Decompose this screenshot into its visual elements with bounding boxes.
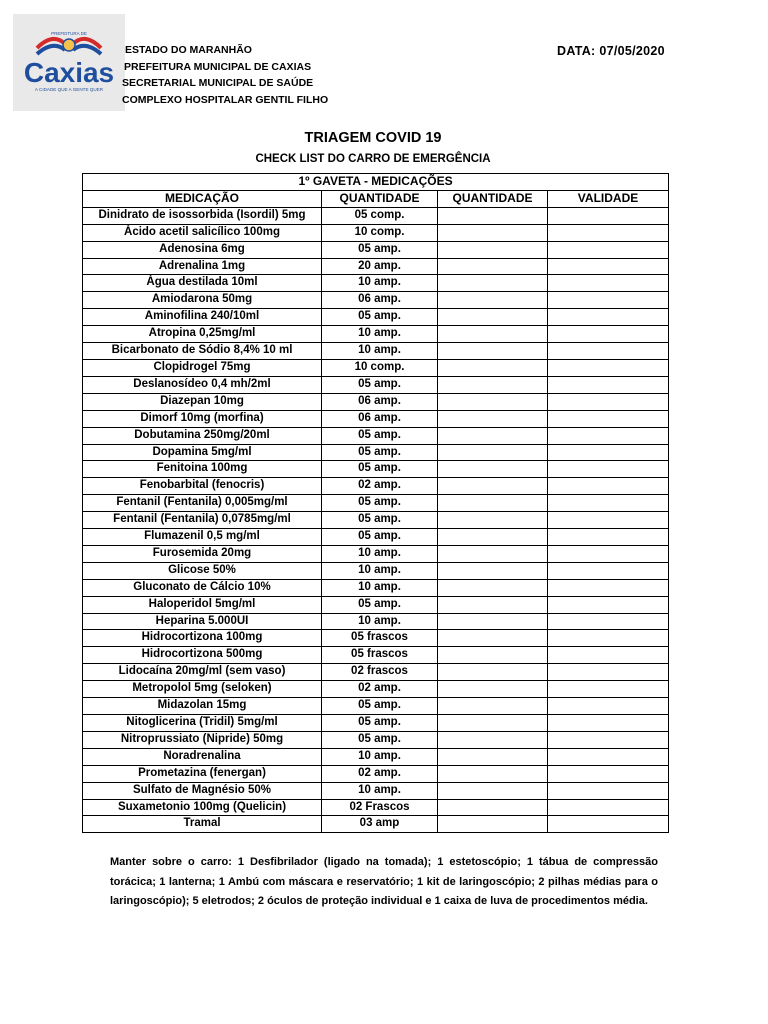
cell-quantity: 05 amp. <box>322 715 438 732</box>
cell-quantity: 05 amp. <box>322 461 438 478</box>
cell-medication: Nitoglicerina (Tridil) 5mg/ml <box>83 715 322 732</box>
cell-quantity: 10 amp. <box>322 326 438 343</box>
cell-quantity-2[interactable] <box>438 376 548 393</box>
cell-quantity: 02 amp. <box>322 681 438 698</box>
table-row <box>83 715 669 732</box>
cell-validity[interactable] <box>548 748 669 765</box>
cell-quantity-2[interactable] <box>438 427 548 444</box>
medication-table-body <box>83 207 669 833</box>
cell-medication: Heparina 5.000UI <box>83 613 322 630</box>
cell-medication: Fentanil (Fentanila) 0,005mg/ml <box>83 495 322 512</box>
cell-medication: Hidrocortizona 100mg <box>83 630 322 647</box>
cell-quantity-2[interactable] <box>438 782 548 799</box>
cell-quantity: 10 comp. <box>322 224 438 241</box>
cell-quantity: 10 amp. <box>322 613 438 630</box>
cell-quantity: 02 Frascos <box>322 799 438 816</box>
cell-quantity: 02 amp. <box>322 765 438 782</box>
table-row <box>83 393 669 410</box>
cell-quantity-2[interactable] <box>438 545 548 562</box>
table-row <box>83 596 669 613</box>
table-row <box>83 427 669 444</box>
cell-validity[interactable] <box>548 816 669 833</box>
cell-quantity-2[interactable] <box>438 224 548 241</box>
table-section-header: 1º GAVETA - MEDICAÇÕES <box>83 174 669 191</box>
cell-medication: Lidocaína 20mg/ml (sem vaso) <box>83 664 322 681</box>
table-row <box>83 630 669 647</box>
cell-quantity-2[interactable] <box>438 393 548 410</box>
cell-quantity-2[interactable] <box>438 275 548 292</box>
table-row <box>83 292 669 309</box>
cell-validity[interactable] <box>548 782 669 799</box>
table-row <box>83 309 669 326</box>
cell-quantity-2[interactable] <box>438 258 548 275</box>
table-row <box>83 664 669 681</box>
cell-medication: Dimorf 10mg (morfina) <box>83 410 322 427</box>
cell-quantity-2[interactable] <box>438 630 548 647</box>
cell-medication: Sulfato de Magnésio 50% <box>83 782 322 799</box>
column-header-medication: MEDICAÇÃO <box>83 190 322 207</box>
cell-quantity: 05 frascos <box>322 630 438 647</box>
cell-quantity: 05 amp. <box>322 444 438 461</box>
header-institution <box>122 42 328 108</box>
cell-quantity-2[interactable] <box>438 698 548 715</box>
table-row <box>83 343 669 360</box>
page-title: TRIAGEM COVID 19 <box>304 130 442 146</box>
cell-quantity-2[interactable] <box>438 647 548 664</box>
cell-quantity: 05 amp. <box>322 698 438 715</box>
table-row <box>83 613 669 630</box>
cell-quantity: 06 amp. <box>322 393 438 410</box>
cell-medication: Haloperidol 5mg/ml <box>83 596 322 613</box>
table-row <box>83 748 669 765</box>
cell-quantity: 10 amp. <box>322 748 438 765</box>
table-row <box>83 647 669 664</box>
cell-validity[interactable] <box>548 461 669 478</box>
cell-medication: Atropina 0,25mg/ml <box>83 326 322 343</box>
cell-quantity: 10 amp. <box>322 579 438 596</box>
cell-quantity: 06 amp. <box>322 292 438 309</box>
cell-quantity-2[interactable] <box>438 529 548 546</box>
table-row <box>83 579 669 596</box>
cell-medication: Adenosina 6mg <box>83 241 322 258</box>
table-row <box>83 529 669 546</box>
table-row <box>83 512 669 529</box>
cell-medication: Fenobarbital (fenocris) <box>83 478 322 495</box>
cell-quantity-2[interactable] <box>438 410 548 427</box>
cell-validity[interactable] <box>548 393 669 410</box>
cell-quantity: 10 amp. <box>322 343 438 360</box>
table-row <box>83 799 669 816</box>
cell-medication: Clopidrogel 75mg <box>83 359 322 376</box>
table-row <box>83 444 669 461</box>
medication-table <box>82 173 669 833</box>
cell-quantity-2[interactable] <box>438 715 548 732</box>
cell-quantity-2[interactable] <box>438 596 548 613</box>
header-line-hospital: COMPLEXO HOSPITALAR GENTIL FILHO <box>122 93 329 106</box>
table-row <box>83 782 669 799</box>
cell-quantity: 05 amp. <box>322 241 438 258</box>
cell-quantity-2[interactable] <box>438 748 548 765</box>
cell-validity[interactable] <box>548 410 669 427</box>
header-line-state: ESTADO DO MARANHÃO <box>125 44 252 56</box>
cell-validity[interactable] <box>548 241 669 258</box>
cell-validity[interactable] <box>548 681 669 698</box>
cell-quantity-2[interactable] <box>438 444 548 461</box>
cell-validity[interactable] <box>548 292 669 309</box>
cell-quantity: 10 amp. <box>322 275 438 292</box>
table-row <box>83 765 669 782</box>
cell-quantity: 05 amp. <box>322 731 438 748</box>
table-row <box>83 275 669 292</box>
page-subtitle: CHECK LIST DO CARRO DE EMERGÊNCIA <box>255 153 491 165</box>
cell-quantity-2[interactable] <box>438 681 548 698</box>
cell-medication: Diazepan 10mg <box>83 393 322 410</box>
cell-medication: Amiodarona 50mg <box>83 292 322 309</box>
cell-medication: Nitroprussiato (Nipride) 50mg <box>83 731 322 748</box>
cell-validity[interactable] <box>548 376 669 393</box>
cell-validity[interactable] <box>548 529 669 546</box>
date-block <box>557 44 665 58</box>
cell-medication: Glicose 50% <box>83 562 322 579</box>
column-header-quantity-2: QUANTIDADE <box>438 190 548 207</box>
cell-validity[interactable] <box>548 545 669 562</box>
cell-quantity-2[interactable] <box>438 816 548 833</box>
table-row <box>83 495 669 512</box>
cell-validity[interactable] <box>548 207 669 224</box>
cell-quantity-2[interactable] <box>438 207 548 224</box>
cell-medication: Suxametonio 100mg (Quelicin) <box>83 799 322 816</box>
cell-quantity-2[interactable] <box>438 326 548 343</box>
cell-validity[interactable] <box>548 613 669 630</box>
table-row <box>83 359 669 376</box>
table-row <box>83 731 669 748</box>
cell-quantity: 05 amp. <box>322 376 438 393</box>
table-row <box>83 461 669 478</box>
logo-slogan: A CIDADE QUE A GENTE QUER <box>34 87 104 92</box>
cell-quantity-2[interactable] <box>438 495 548 512</box>
table-row <box>83 207 669 224</box>
cell-validity[interactable] <box>548 630 669 647</box>
table-row <box>83 258 669 275</box>
cell-medication: Dinidrato de isossorbida (Isordil) 5mg <box>83 207 322 224</box>
table-row <box>83 376 669 393</box>
cell-validity[interactable] <box>548 275 669 292</box>
cell-medication: Midazolan 15mg <box>83 698 322 715</box>
cell-medication: Água destilada 10ml <box>83 275 322 292</box>
cell-validity[interactable] <box>548 647 669 664</box>
cell-medication: Bicarbonato de Sódio 8,4% 10 ml <box>83 343 322 360</box>
footer-note: Manter sobre o carro: 1 Desfibrilador (ligado na tomada); 1 estetoscópio; 1 tábua de compressão torácica; 1 lanterna; 1 Ambú com máscara e reservatório; 1 kit de laringoscópio; 2 pilhas médias para o laringoscópio); 5 eletrodos; 2 óculos de proteção individual e 1 caixa de luva de procedimentos média. <box>110 856 658 907</box>
cell-quantity: 05 amp. <box>322 309 438 326</box>
cell-quantity-2[interactable] <box>438 765 548 782</box>
cell-validity[interactable] <box>548 326 669 343</box>
date-value: 07/05/2020 <box>599 44 665 58</box>
cell-quantity: 05 comp. <box>322 207 438 224</box>
cell-medication: Noradrenalina <box>83 748 322 765</box>
cell-quantity-2[interactable] <box>438 562 548 579</box>
table-row <box>83 562 669 579</box>
cell-medication: Aminofilina 240/10ml <box>83 309 322 326</box>
column-header-validity: VALIDADE <box>548 190 669 207</box>
cell-validity[interactable] <box>548 444 669 461</box>
cell-quantity: 05 frascos <box>322 647 438 664</box>
cell-validity[interactable] <box>548 562 669 579</box>
cell-quantity-2[interactable] <box>438 241 548 258</box>
cell-quantity: 02 amp. <box>322 478 438 495</box>
table-row <box>83 410 669 427</box>
cell-quantity-2[interactable] <box>438 461 548 478</box>
cell-quantity-2[interactable] <box>438 512 548 529</box>
cell-quantity-2[interactable] <box>438 292 548 309</box>
cell-quantity: 03 amp <box>322 816 438 833</box>
cell-validity[interactable] <box>548 596 669 613</box>
header-line-prefecture: PREFEITURA MUNICIPAL DE CAXIAS <box>124 60 312 73</box>
cell-quantity-2[interactable] <box>438 359 548 376</box>
cell-medication: Dopamina 5mg/ml <box>83 444 322 461</box>
cell-medication: Fentanil (Fentanila) 0,0785mg/ml <box>83 512 322 529</box>
cell-medication: Ácido acetil salicílico 100mg <box>83 224 322 241</box>
header-line-secretary: SECRETARIAL MUNICIPAL DE SAÚDE <box>122 77 314 89</box>
cell-quantity-2[interactable] <box>438 309 548 326</box>
cell-validity[interactable] <box>548 427 669 444</box>
cell-validity[interactable] <box>548 478 669 495</box>
cell-medication: Fenitoina 100mg <box>83 461 322 478</box>
table-row <box>83 478 669 495</box>
cell-quantity-2[interactable] <box>438 799 548 816</box>
cell-quantity: 20 amp. <box>322 258 438 275</box>
table-row <box>83 698 669 715</box>
logo-top-text: PREFEITURA DE <box>51 31 87 36</box>
cell-quantity: 05 amp. <box>322 427 438 444</box>
column-header-quantity: QUANTIDADE <box>322 190 438 207</box>
cell-quantity-2[interactable] <box>438 579 548 596</box>
table-row <box>83 224 669 241</box>
cell-validity[interactable] <box>548 799 669 816</box>
cell-validity[interactable] <box>548 512 669 529</box>
cell-quantity: 10 amp. <box>322 782 438 799</box>
table-row <box>83 241 669 258</box>
caxias-logo <box>13 14 125 111</box>
cell-quantity: 05 amp. <box>322 512 438 529</box>
cell-validity[interactable] <box>548 715 669 732</box>
cell-medication: Flumazenil 0,5 mg/ml <box>83 529 322 546</box>
cell-medication: Furosemida 20mg <box>83 545 322 562</box>
cell-validity[interactable] <box>548 309 669 326</box>
cell-medication: Prometazina (fenergan) <box>83 765 322 782</box>
cell-medication: Dobutamina 250mg/20ml <box>83 427 322 444</box>
cell-medication: Adrenalina 1mg <box>83 258 322 275</box>
cell-medication: Hidrocortizona 500mg <box>83 647 322 664</box>
cell-validity[interactable] <box>548 343 669 360</box>
cell-quantity: 05 amp. <box>322 596 438 613</box>
cell-quantity-2[interactable] <box>438 613 548 630</box>
cell-validity[interactable] <box>548 579 669 596</box>
cell-medication: Metropolol 5mg (seloken) <box>83 681 322 698</box>
cell-medication: Tramal <box>83 816 322 833</box>
cell-validity[interactable] <box>548 495 669 512</box>
cell-validity[interactable] <box>548 224 669 241</box>
cell-quantity-2[interactable] <box>438 664 548 681</box>
logo-wordmark: Caxias <box>23 57 115 88</box>
cell-quantity-2[interactable] <box>438 731 548 748</box>
cell-validity[interactable] <box>548 698 669 715</box>
cell-medication: Deslanosídeo 0,4 mh/2ml <box>83 376 322 393</box>
cell-validity[interactable] <box>548 765 669 782</box>
cell-quantity: 02 frascos <box>322 664 438 681</box>
table-row <box>83 326 669 343</box>
cell-quantity: 10 comp. <box>322 359 438 376</box>
cell-quantity-2[interactable] <box>438 478 548 495</box>
cell-quantity: 10 amp. <box>322 562 438 579</box>
cell-quantity: 05 amp. <box>322 495 438 512</box>
table-row <box>83 816 669 833</box>
cell-validity[interactable] <box>548 664 669 681</box>
table-row <box>83 545 669 562</box>
cell-medication: Gluconato de Cálcio 10% <box>83 579 322 596</box>
cell-quantity-2[interactable] <box>438 343 548 360</box>
date-label: DATA: <box>557 44 596 58</box>
table-row <box>83 681 669 698</box>
cell-validity[interactable] <box>548 731 669 748</box>
cell-validity[interactable] <box>548 258 669 275</box>
cell-quantity: 10 amp. <box>322 545 438 562</box>
cell-quantity: 05 amp. <box>322 529 438 546</box>
cell-quantity: 06 amp. <box>322 410 438 427</box>
cell-validity[interactable] <box>548 359 669 376</box>
